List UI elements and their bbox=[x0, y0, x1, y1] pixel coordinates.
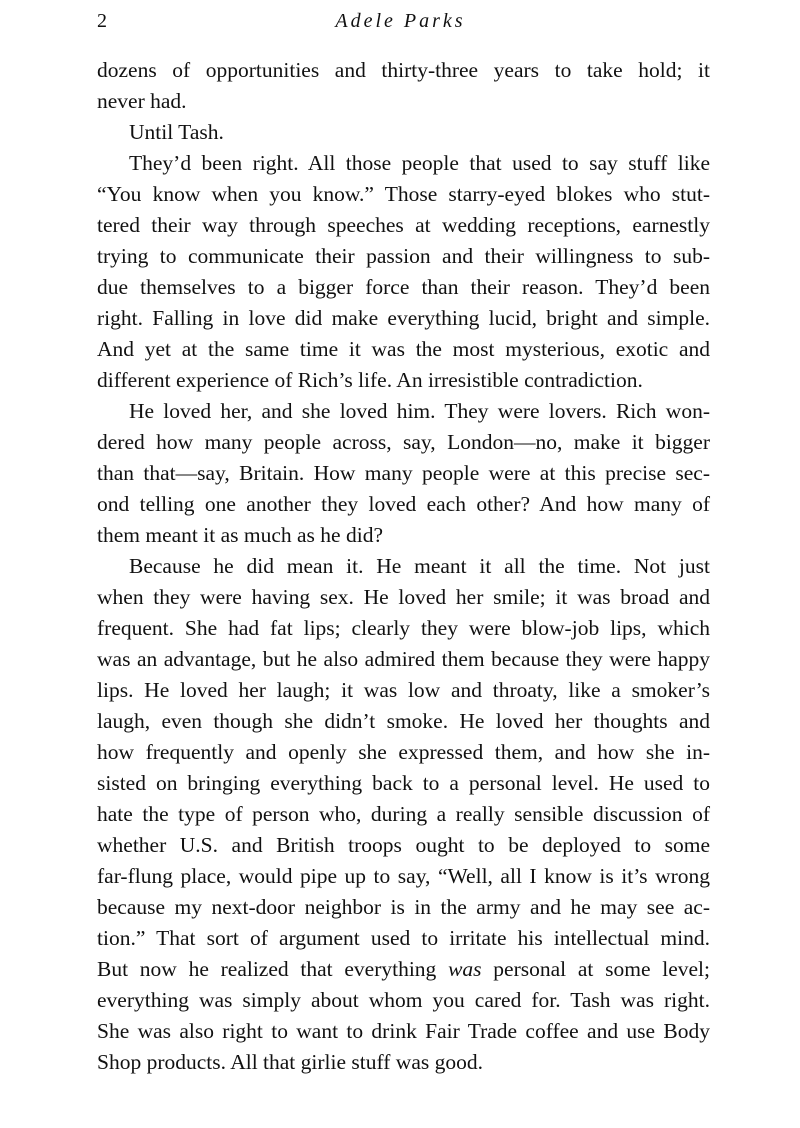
text-line: far-flung place, would pipe up to say, “Well, all I know is it’s wrong bbox=[97, 864, 710, 888]
text-line: never had. bbox=[97, 89, 187, 113]
body-text bbox=[97, 55, 710, 1078]
text-line: He loved her, and she loved him. They were lovers. Rich won- bbox=[129, 399, 710, 423]
text-line: dered how many people across, say, London—no, make it bigger bbox=[97, 430, 710, 454]
text-line: dozens of opportunities and thirty-three years to take hold; it bbox=[97, 58, 710, 82]
text-line: She was also right to want to drink Fair Trade coffee and use Body bbox=[97, 1019, 710, 1043]
text-line: tion.” That sort of argument used to irritate his intellectual mind. bbox=[97, 926, 710, 950]
text-line: Shop products. All that girlie stuff was good. bbox=[97, 1050, 483, 1074]
text-line: lips. He loved her laugh; it was low and throaty, like a smoker’s bbox=[97, 678, 710, 702]
text-line bbox=[97, 954, 710, 985]
text-line: right. Falling in love did make everything lucid, bright and simple. bbox=[97, 306, 710, 330]
text-line: how frequently and openly she expressed them, and how she in- bbox=[97, 740, 710, 764]
text-line: them meant it as much as he did? bbox=[97, 523, 383, 547]
page-number: 2 bbox=[97, 10, 107, 32]
text-line: frequent. She had fat lips; clearly they were blow-job lips, which bbox=[97, 616, 710, 640]
text-line: “You know when you know.” Those starry-eyed blokes who stut- bbox=[97, 182, 710, 206]
running-header bbox=[97, 6, 704, 36]
text-line: was an advantage, but he also admired them because they were happy bbox=[97, 647, 710, 671]
text-segment: personal at some level; bbox=[481, 957, 710, 981]
text-line: hate the type of person who, during a really sensible discussion of bbox=[97, 802, 710, 826]
running-title-author: Adele Parks bbox=[335, 10, 466, 32]
text-line: Until Tash. bbox=[129, 120, 224, 144]
text-line: different experience of Rich’s life. An irresistible contradiction. bbox=[97, 368, 643, 392]
text-line: sisted on bringing everything back to a personal level. He used to bbox=[97, 771, 710, 795]
text-line: everything was simply about whom you cared for. Tash was right. bbox=[97, 988, 710, 1012]
text-line: than that—say, Britain. How many people were at this precise sec- bbox=[97, 461, 710, 485]
text-line: whether U.S. and British troops ought to be deployed to some bbox=[97, 833, 710, 857]
text-line: due themselves to a bigger force than their reason. They’d been bbox=[97, 275, 710, 299]
text-line: laugh, even though she didn’t smoke. He loved her thoughts and bbox=[97, 709, 710, 733]
text-line: trying to communicate their passion and their willingness to sub- bbox=[97, 244, 710, 268]
text-line: because my next-door neighbor is in the army and he may see ac- bbox=[97, 895, 710, 919]
text-segment: But now he realized that everything bbox=[97, 957, 449, 981]
emphasized-word: was bbox=[448, 957, 482, 981]
text-line: tered their way through speeches at wedding receptions, earnestly bbox=[97, 213, 710, 237]
text-line: Because he did mean it. He meant it all the time. Not just bbox=[129, 554, 710, 578]
text-line: ond telling one another they loved each other? And how many of bbox=[97, 492, 710, 516]
text-line: They’d been right. All those people that used to say stuff like bbox=[129, 151, 710, 175]
text-line: when they were having sex. He loved her smile; it was broad and bbox=[97, 585, 710, 609]
text-line: And yet at the same time it was the most mysterious, exotic and bbox=[97, 337, 710, 361]
